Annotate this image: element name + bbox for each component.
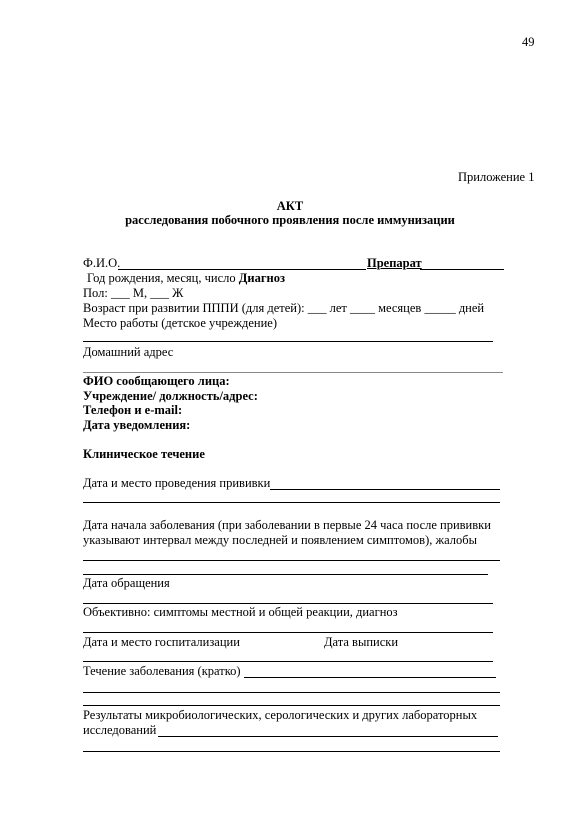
lab-results-field-line xyxy=(158,736,498,737)
appeal-date-field-line xyxy=(83,603,493,604)
clinical-course-heading: Клиническое течение xyxy=(83,447,205,461)
birth-date-label xyxy=(87,271,285,286)
drug-label: Препарат xyxy=(367,256,422,270)
document-title: АКТ xyxy=(276,199,304,213)
course-brief-field-line-2 xyxy=(83,692,500,693)
onset-field-line-2 xyxy=(83,574,488,575)
institution-label: Учреждение/ должность/адрес: xyxy=(83,389,258,403)
home-address-label: Домашний адрес xyxy=(83,345,174,359)
birth-label-text: Год рождения, месяц, число xyxy=(87,271,236,285)
fio-label: Ф.И.О. xyxy=(83,256,121,270)
home-address-field-line xyxy=(83,372,503,373)
objective-field-line xyxy=(83,632,493,633)
age-field: Возраст при развитии ПППИ (для детей): ___ лет ____ месяцев _____ дней xyxy=(83,301,485,315)
drug-field-line xyxy=(420,269,504,270)
fio-field-line xyxy=(118,269,366,270)
vaccination-field-line-2 xyxy=(83,502,500,503)
appendix-label: Приложение 1 xyxy=(458,170,535,184)
onset-label-line1: Дата начала заболевания (при заболевании в первые 24 часа после прививки xyxy=(83,518,491,532)
lab-results-label-line1: Результаты микробиологических, серологических и других лабораторных xyxy=(83,708,478,722)
objective-label: Объективно: симптомы местной и общей реакции, диагноз xyxy=(83,605,398,619)
discharge-label: Дата выписки xyxy=(324,635,399,649)
lab-results-label-line2: исследований xyxy=(83,723,157,737)
onset-field-line xyxy=(83,560,500,561)
lab-results-field-line-2 xyxy=(83,751,500,752)
workplace-label: Место работы (детское учреждение) xyxy=(83,316,277,330)
phone-email-label: Телефон и e-mail: xyxy=(83,403,183,417)
onset-label-line2: указывают интервал между последней и появлением симптомов), жалобы xyxy=(83,533,478,547)
diagnosis-label: Диагноз xyxy=(238,271,285,285)
page-number: 49 xyxy=(522,35,535,49)
hospitalization-field-line xyxy=(83,661,493,662)
vaccination-label: Дата и место проведения прививки xyxy=(83,476,271,490)
document-subtitle: расследования побочного проявления после иммунизации xyxy=(125,213,455,227)
appeal-date-label: Дата обращения xyxy=(83,576,170,590)
reporter-name-label: ФИО сообщающего лица: xyxy=(83,374,230,388)
hospitalization-label: Дата и место госпитализации xyxy=(83,635,240,649)
notification-date-label: Дата уведомления: xyxy=(83,418,191,432)
workplace-field-line xyxy=(83,341,493,342)
sex-field: Пол: ___ М, ___ Ж xyxy=(83,286,184,300)
vaccination-field-line xyxy=(270,489,500,490)
course-brief-field-line-3 xyxy=(83,705,500,706)
course-brief-field-line xyxy=(244,677,496,678)
course-brief-label: Течение заболевания (кратко) xyxy=(83,664,241,678)
